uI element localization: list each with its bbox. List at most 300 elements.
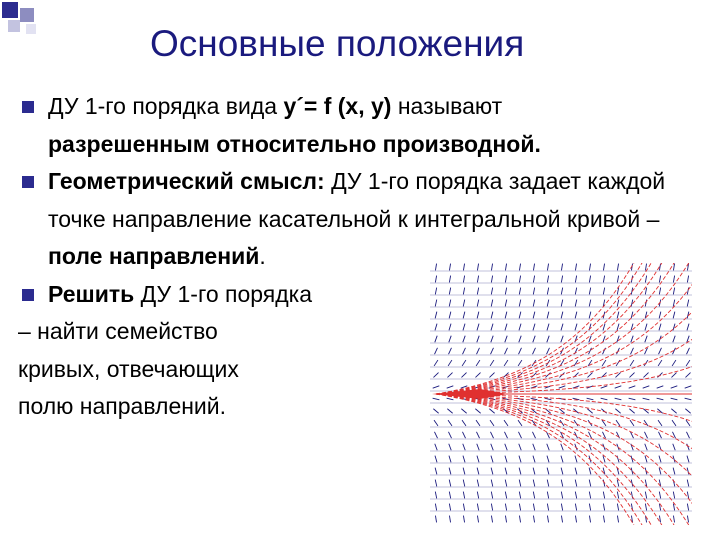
direction-segment xyxy=(490,420,494,426)
direction-segment xyxy=(504,420,508,426)
direction-segment xyxy=(547,456,549,463)
direction-segment xyxy=(447,373,452,378)
text: ДУ 1-го порядка xyxy=(134,280,313,307)
direction-segment xyxy=(491,288,492,295)
direction-segment xyxy=(449,264,450,271)
direction-segment xyxy=(463,276,464,283)
direction-segment xyxy=(657,386,664,388)
direction-segment xyxy=(686,432,689,438)
paragraph-geometric-meaning xyxy=(18,163,708,276)
direction-segment xyxy=(449,312,451,319)
direction-segment xyxy=(575,276,576,283)
direction-segment xyxy=(433,373,438,378)
direction-segment xyxy=(505,336,507,343)
direction-segment xyxy=(671,398,678,400)
direction-segment xyxy=(659,276,660,283)
direction-segment xyxy=(685,398,692,400)
direction-segment xyxy=(491,300,493,307)
direction-segment xyxy=(533,312,535,319)
direction-segment xyxy=(645,492,646,499)
direction-segment xyxy=(477,480,479,487)
direction-segment xyxy=(645,456,647,463)
direction-segment xyxy=(519,300,521,307)
direction-segment xyxy=(476,360,480,366)
direction-segment xyxy=(449,288,450,295)
direction-segment xyxy=(673,276,674,283)
direction-segment xyxy=(547,300,549,307)
direction-segment xyxy=(463,480,465,487)
direction-segment xyxy=(519,336,521,343)
direction-segment xyxy=(659,348,662,354)
direction-segment xyxy=(617,264,618,271)
direction-segment xyxy=(505,444,507,451)
direction-segment xyxy=(589,492,590,499)
direction-segment xyxy=(533,300,535,307)
direction-segment xyxy=(448,432,451,438)
direction-segment xyxy=(575,264,576,271)
direction-segment xyxy=(687,324,689,331)
direction-segment xyxy=(631,336,633,343)
direction-segment xyxy=(477,336,479,343)
direction-segment xyxy=(589,348,592,354)
direction-segment xyxy=(449,480,451,487)
direction-segment xyxy=(462,420,466,426)
direction-segment xyxy=(671,409,676,414)
direction-segment xyxy=(631,468,633,475)
direction-segment xyxy=(603,288,604,295)
direction-segment xyxy=(631,312,633,319)
direction-segment xyxy=(673,312,675,319)
direction-segment xyxy=(603,492,604,499)
direction-segment xyxy=(489,409,494,414)
direction-segment xyxy=(448,360,452,366)
direction-segment xyxy=(504,360,508,366)
direction-segment xyxy=(587,373,592,378)
text-line: кривых, отвечающих xyxy=(18,355,239,382)
direction-segment xyxy=(461,409,466,414)
direction-segment xyxy=(687,504,688,511)
direction-segment xyxy=(645,444,647,451)
direction-segment xyxy=(559,386,566,388)
direction-segment xyxy=(645,504,646,511)
decor-square xyxy=(2,2,18,18)
direction-segment xyxy=(672,360,676,366)
direction-segment xyxy=(463,336,465,343)
direction-segment xyxy=(434,360,438,366)
direction-segment xyxy=(505,504,506,511)
direction-segment xyxy=(659,468,661,475)
direction-segment xyxy=(547,288,548,295)
direction-segment xyxy=(533,492,534,499)
direction-segment xyxy=(435,288,436,295)
direction-segment xyxy=(505,456,507,463)
direction-segment xyxy=(617,504,618,511)
direction-segment xyxy=(658,360,662,366)
direction-segment xyxy=(533,480,535,487)
direction-segment xyxy=(685,386,692,388)
direction-segment xyxy=(491,456,493,463)
direction-segment xyxy=(589,300,591,307)
direction-segment xyxy=(561,480,563,487)
direction-segment xyxy=(630,420,634,426)
direction-segment xyxy=(519,312,521,319)
direction-segment xyxy=(476,420,480,426)
direction-field-figure xyxy=(430,263,692,525)
direction-segment xyxy=(617,480,619,487)
direction-segment xyxy=(463,456,465,463)
direction-segment xyxy=(449,492,450,499)
direction-segment xyxy=(603,324,605,331)
direction-segment xyxy=(462,360,466,366)
direction-segment xyxy=(603,516,604,523)
direction-segment xyxy=(477,264,478,271)
direction-segment xyxy=(575,492,576,499)
direction-segment xyxy=(575,300,577,307)
direction-segment xyxy=(673,444,675,451)
direction-segment xyxy=(491,324,493,331)
direction-segment xyxy=(435,516,436,523)
square-bullet-icon xyxy=(22,101,34,113)
direction-segment xyxy=(477,312,479,319)
direction-segment xyxy=(561,288,562,295)
direction-segment xyxy=(603,504,604,511)
direction-segment xyxy=(645,336,647,343)
direction-segment xyxy=(673,288,674,295)
direction-segment xyxy=(616,420,620,426)
direction-segment xyxy=(602,432,605,438)
direction-segment xyxy=(463,468,465,475)
direction-segment xyxy=(505,516,506,523)
text: ДУ 1-го порядка вида xyxy=(48,93,284,119)
direction-segment xyxy=(449,468,451,475)
direction-segment xyxy=(505,300,507,307)
direction-segment xyxy=(575,516,576,523)
direction-segment xyxy=(617,492,618,499)
direction-segment xyxy=(435,264,436,271)
direction-segment xyxy=(672,420,676,426)
direction-segment xyxy=(477,516,478,523)
direction-segment xyxy=(505,480,507,487)
direction-segment xyxy=(505,468,507,475)
direction-segment xyxy=(518,360,522,366)
direction-segment xyxy=(519,324,521,331)
direction-segment xyxy=(617,276,618,283)
direction-segment xyxy=(561,444,563,451)
direction-segment xyxy=(477,456,479,463)
direction-segment xyxy=(491,504,492,511)
direction-segment xyxy=(631,480,633,487)
direction-segment xyxy=(631,300,633,307)
direction-segment xyxy=(462,432,465,438)
direction-segment xyxy=(449,324,451,331)
direction-segment xyxy=(603,276,604,283)
integral-curve xyxy=(436,274,692,395)
direction-segment xyxy=(559,409,564,414)
direction-segment xyxy=(533,348,536,354)
direction-segment xyxy=(687,300,689,307)
direction-segment xyxy=(589,480,591,487)
direction-segment xyxy=(601,409,606,414)
direction-segment xyxy=(645,276,646,283)
direction-segment xyxy=(518,420,522,426)
direction-segment xyxy=(673,456,675,463)
direction-segment xyxy=(575,480,577,487)
direction-segment xyxy=(463,348,466,354)
direction-segment xyxy=(575,324,577,331)
text-line: полю направлений. xyxy=(18,393,227,419)
direction-segment xyxy=(561,492,562,499)
direction-segment xyxy=(547,504,548,511)
decor-square xyxy=(8,20,20,32)
direction-segment xyxy=(687,348,690,354)
direction-segment xyxy=(489,373,494,378)
bold-term: Геометрический смысл: xyxy=(48,168,325,194)
direction-segment xyxy=(561,468,563,475)
direction-segment xyxy=(477,288,478,295)
direction-segment xyxy=(491,468,493,475)
direction-segment xyxy=(547,276,548,283)
direction-segment xyxy=(519,516,520,523)
direction-segment xyxy=(547,312,549,319)
direction-segment xyxy=(449,456,451,463)
direction-segment xyxy=(433,409,438,414)
direction-segment xyxy=(449,348,452,354)
direction-segment xyxy=(505,288,506,295)
direction-segment xyxy=(673,264,674,271)
direction-segment xyxy=(629,373,634,378)
curve-origin-marker xyxy=(432,389,508,399)
bold-term: Решить xyxy=(48,280,135,307)
direction-segment xyxy=(687,468,689,475)
direction-segment xyxy=(617,300,619,307)
text: называют xyxy=(391,93,503,119)
direction-segment xyxy=(561,336,563,343)
direction-segment xyxy=(491,276,492,283)
direction-segment xyxy=(687,480,689,487)
direction-segment xyxy=(447,386,454,388)
direction-segment xyxy=(574,420,578,426)
bold-term: поле направлений xyxy=(48,243,260,269)
direction-segment xyxy=(435,348,438,354)
direction-segment xyxy=(491,312,493,319)
direction-segment xyxy=(547,492,548,499)
direction-segment xyxy=(617,324,619,331)
direction-segment xyxy=(629,386,636,388)
direction-segment xyxy=(588,432,591,438)
direction-segment xyxy=(533,288,534,295)
direction-segment xyxy=(532,432,535,438)
direction-segment xyxy=(519,504,520,511)
direction-segment xyxy=(589,516,590,523)
direction-segment xyxy=(435,444,437,451)
direction-segment xyxy=(673,504,674,511)
direction-segment xyxy=(449,276,450,283)
direction-segment xyxy=(435,312,437,319)
direction-segment xyxy=(433,398,440,400)
direction-segment xyxy=(617,336,619,343)
direction-segment xyxy=(477,468,479,475)
direction-segment xyxy=(533,468,535,475)
direction-segment xyxy=(629,409,634,414)
direction-segment xyxy=(673,336,675,343)
direction-segment xyxy=(463,492,464,499)
direction-segment xyxy=(687,288,688,295)
direction-segment xyxy=(449,504,450,511)
direction-segment xyxy=(673,492,674,499)
direction-segment xyxy=(547,516,548,523)
direction-segment xyxy=(657,373,662,378)
direction-segment xyxy=(504,432,507,438)
direction-segment xyxy=(533,276,534,283)
direction-segment xyxy=(477,348,480,354)
direction-segment xyxy=(518,432,521,438)
direction-segment xyxy=(435,504,436,511)
direction-segment xyxy=(477,276,478,283)
direction-segment xyxy=(643,398,650,400)
direction-segment xyxy=(463,312,465,319)
direction-segment xyxy=(615,409,620,414)
direction-segment xyxy=(477,504,478,511)
direction-segment xyxy=(657,398,664,400)
direction-segment xyxy=(561,312,563,319)
direction-segment xyxy=(519,276,520,283)
integral-curve xyxy=(436,304,692,394)
direction-segment xyxy=(643,373,648,378)
direction-segment xyxy=(533,264,534,271)
direction-segment xyxy=(617,456,619,463)
direction-segment xyxy=(476,432,479,438)
direction-segment xyxy=(461,373,466,378)
decor-square xyxy=(26,24,36,34)
direction-segment xyxy=(491,480,493,487)
direction-segment xyxy=(630,360,634,366)
direction-segment xyxy=(435,276,436,283)
direction-segment xyxy=(475,409,480,414)
direction-segment xyxy=(673,516,674,523)
text-line: – найти семейство xyxy=(18,318,218,344)
direction-segment xyxy=(491,492,492,499)
direction-segment xyxy=(463,444,465,451)
direction-segment xyxy=(547,336,549,343)
direction-segment xyxy=(673,468,675,475)
direction-segment xyxy=(463,288,464,295)
direction-segment xyxy=(434,420,438,426)
direction-segment xyxy=(449,444,451,451)
direction-segment xyxy=(575,468,577,475)
direction-segment xyxy=(505,348,508,354)
direction-segment xyxy=(601,386,608,388)
direction-segment xyxy=(631,348,634,354)
direction-segment xyxy=(643,386,650,388)
direction-segment xyxy=(589,276,590,283)
direction-segment xyxy=(547,444,549,451)
direction-segment xyxy=(645,348,648,354)
direction-segment xyxy=(477,324,479,331)
direction-segment xyxy=(448,420,452,426)
direction-segment xyxy=(645,288,646,295)
bold-term: разрешенным относительно производной. xyxy=(48,130,541,157)
direction-segment xyxy=(533,516,534,523)
direction-segment xyxy=(463,504,464,511)
direction-segment xyxy=(629,398,636,400)
text: ДУ 1-го порядка задает каждой точке направление касательной к интегральной кривой – xyxy=(48,168,666,232)
direction-segment xyxy=(490,432,493,438)
direction-segment xyxy=(575,504,576,511)
direction-segment xyxy=(519,492,520,499)
square-bullet-icon xyxy=(22,289,34,301)
direction-segment xyxy=(545,373,550,378)
direction-segment xyxy=(561,300,563,307)
direction-segment xyxy=(602,420,606,426)
direction-segment xyxy=(589,468,591,475)
direction-segment xyxy=(519,468,521,475)
direction-segment xyxy=(561,324,563,331)
direction-segment xyxy=(615,398,622,400)
direction-segment xyxy=(447,398,454,400)
direction-segment xyxy=(435,336,437,343)
direction-segment xyxy=(617,516,618,523)
square-bullet-icon xyxy=(22,176,34,188)
direction-segment xyxy=(659,456,661,463)
direction-segment xyxy=(617,312,619,319)
direction-segment xyxy=(602,360,606,366)
direction-segment xyxy=(449,336,451,343)
direction-segment xyxy=(658,420,662,426)
direction-segment xyxy=(505,312,507,319)
direction-segment xyxy=(433,386,440,388)
direction-segment xyxy=(561,276,562,283)
direction-segment xyxy=(589,312,591,319)
direction-segment xyxy=(617,444,619,451)
direction-segment xyxy=(435,300,437,307)
text: . xyxy=(259,243,266,269)
direction-segment xyxy=(659,492,660,499)
direction-segment xyxy=(589,264,590,271)
direction-segment xyxy=(603,444,605,451)
direction-segment xyxy=(519,288,520,295)
direction-segment xyxy=(575,456,577,463)
direction-segment xyxy=(659,288,660,295)
direction-segment xyxy=(659,324,661,331)
direction-segment xyxy=(687,276,688,283)
direction-segment xyxy=(615,386,622,388)
direction-segment xyxy=(547,480,549,487)
direction-segment xyxy=(519,348,522,354)
direction-segment xyxy=(687,516,688,523)
direction-segment xyxy=(447,409,452,414)
direction-segment xyxy=(589,288,590,295)
direction-segment xyxy=(673,324,675,331)
direction-segment xyxy=(687,456,689,463)
direction-segment xyxy=(575,288,576,295)
direction-segment xyxy=(531,398,538,400)
direction-segment xyxy=(491,516,492,523)
direction-segment xyxy=(687,492,688,499)
direction-segment xyxy=(435,492,436,499)
direction-segment xyxy=(547,468,549,475)
direction-segment xyxy=(505,324,507,331)
direction-segment xyxy=(561,504,562,511)
slide-title: Основные положения xyxy=(150,23,525,64)
direction-segment xyxy=(547,348,550,354)
direction-segment xyxy=(603,264,604,271)
direction-segment xyxy=(547,324,549,331)
direction-segment xyxy=(533,336,535,343)
direction-segment xyxy=(477,300,479,307)
direction-segment xyxy=(659,312,661,319)
direction-segment xyxy=(659,516,660,523)
direction-segment xyxy=(505,276,506,283)
